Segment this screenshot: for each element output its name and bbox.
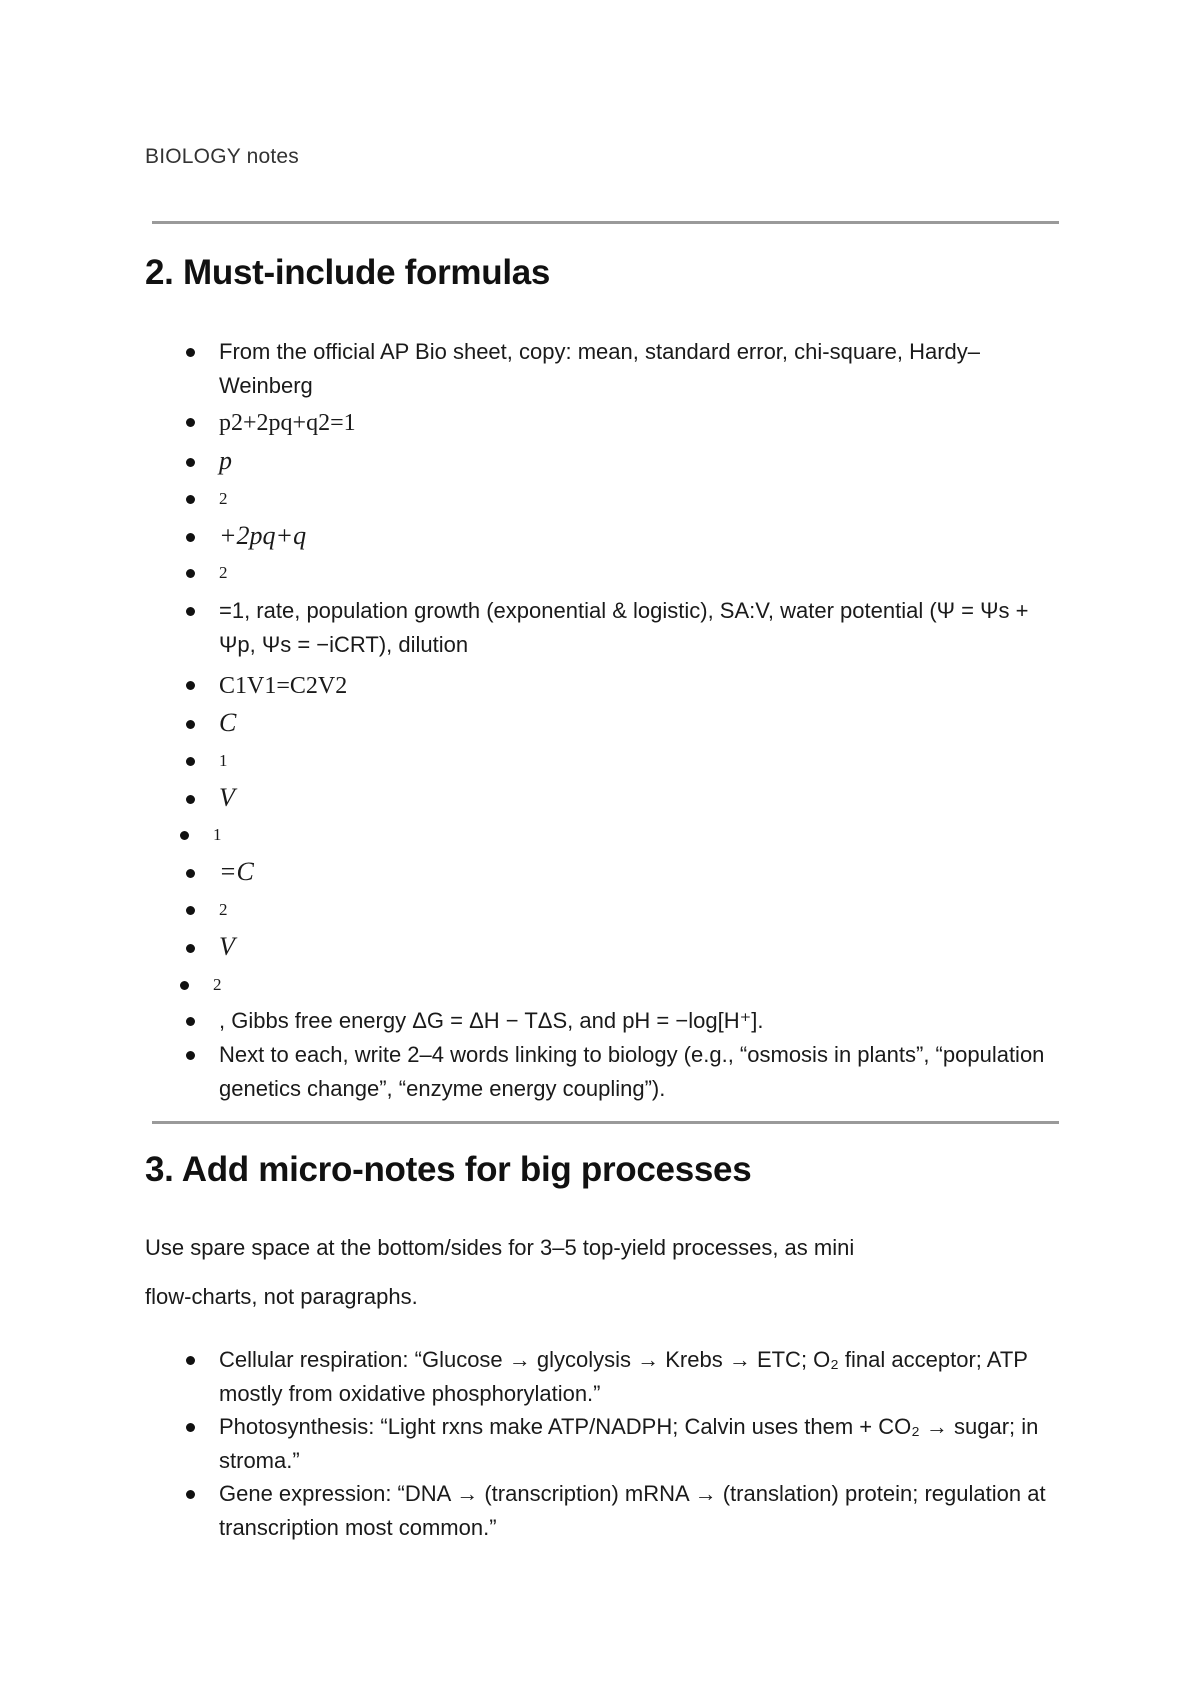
bullet-icon [186, 1423, 195, 1432]
bullet-icon [186, 1356, 195, 1365]
document-header-note: BIOLOGY notes [145, 145, 299, 168]
list-item-text: Next to each, write 2–4 words linking to biology (e.g., “osmosis in plants”, “population genetics change”, “enzyme energy coupling”). [219, 1042, 1045, 1101]
list-item-text: V [219, 783, 235, 812]
bullet-icon [186, 720, 195, 729]
list-item-text: 1 [219, 751, 228, 770]
bullet-icon [186, 869, 195, 878]
bullet-icon [186, 1490, 195, 1499]
bullet-icon [186, 569, 195, 578]
section-intro-line: Use spare space at the bottom/sides for 3–5 top-yield processes, as mini [145, 1235, 855, 1260]
bullet-icon [186, 533, 195, 542]
bullet-icon [186, 418, 195, 427]
section-intro-line: flow-charts, not paragraphs. [145, 1284, 418, 1309]
section-heading-micro-notes: 3. Add micro-notes for big processes [145, 1150, 752, 1189]
list-item-text: p [219, 446, 232, 475]
list-item-text: 2 [219, 489, 228, 508]
bullet-icon [186, 348, 195, 357]
horizontal-divider [152, 1121, 1059, 1124]
bullet-icon [186, 681, 195, 690]
bullet-icon [186, 495, 195, 504]
bullet-icon [186, 906, 195, 915]
list-item-text: 2 [213, 975, 222, 994]
list-item-text: C1V1=C2V2 [219, 673, 348, 699]
list-item-text: From the official AP Bio sheet, copy: mean, standard error, chi-square, Hardy–Weinberg [219, 339, 981, 398]
list-item-text: 2 [219, 563, 228, 582]
bullet-icon [186, 607, 195, 616]
list-item-text: +2pq+q [219, 521, 307, 550]
bullet-icon [186, 795, 195, 804]
list-item-text: , Gibbs free energy ΔG = ΔH − TΔS, and pH = −log[H⁺]. [219, 1008, 764, 1033]
list-item-text: 1 [213, 825, 222, 844]
list-item-text: Gene expression: “DNA → (transcription) mRNA → (translation) protein; regulation at transcription most common.” [219, 1481, 1046, 1540]
list-item-text: =C [219, 857, 254, 886]
list-item-text: =1, rate, population growth (exponential & logistic), SA:V, water potential (Ψ = Ψs + Ψp, Ψs = −iCRT), dilution [219, 598, 1029, 657]
bullet-icon [186, 757, 195, 766]
bullet-icon [186, 458, 195, 467]
list-item-text: p2+2pq+q2=1 [219, 410, 356, 436]
bullet-icon [180, 831, 189, 840]
bullet-icon [186, 1051, 195, 1060]
bullet-icon [186, 1017, 195, 1026]
section-heading-formulas: 2. Must-include formulas [145, 253, 551, 292]
bullet-icon [180, 981, 189, 990]
list-item-text: Cellular respiration: “Glucose → glycolysis → Krebs → ETC; O₂ final acceptor; ATP mostly from oxidative phosphorylation.” [219, 1347, 1028, 1406]
list-item-text: Photosynthesis: “Light rxns make ATP/NADPH; Calvin uses them + CO₂ → sugar; in stroma.” [219, 1414, 1039, 1473]
list-item-text: V [219, 932, 235, 961]
list-item-text: C [219, 708, 237, 737]
horizontal-divider [152, 221, 1059, 224]
list-item-text: 2 [219, 900, 228, 919]
bullet-icon [186, 944, 195, 953]
